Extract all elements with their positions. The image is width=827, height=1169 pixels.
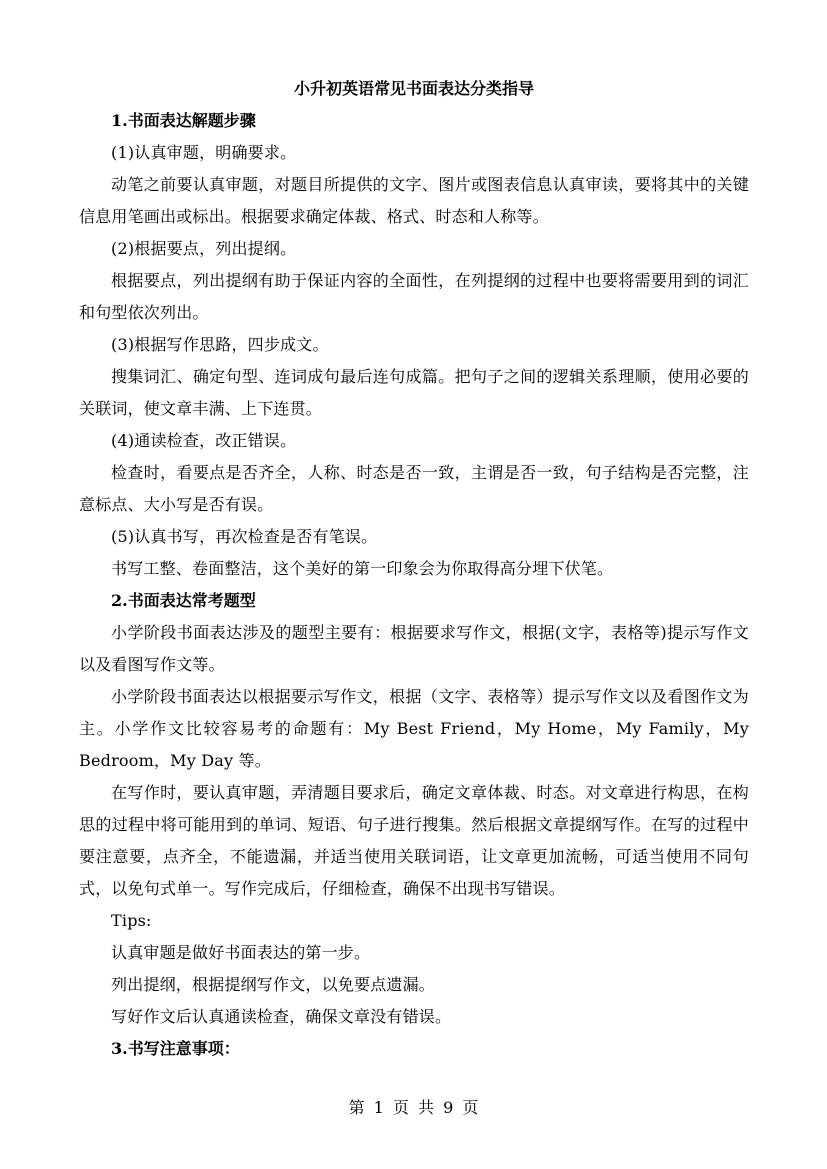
tip-item: 写好作文后认真通读检查，确保文章没有错误。 <box>111 1007 452 1026</box>
document-body <box>79 73 749 1065</box>
paragraph: (4)通读检查，改正错误。 <box>111 431 297 450</box>
paragraph: 动笔之前要认真审题，对题目所提供的文字、图片或图表信息认真审读，要将其中的关键信息用笔画出或标出。根据要求确定体裁、格式、时态和人称等。 <box>79 175 749 226</box>
paragraph: 书写工整、卷面整洁，这个美好的第一印象会为你取得高分埋下伏笔。 <box>111 559 614 578</box>
document-title: 小升初英语常见书面表达分类指导 <box>293 79 534 98</box>
paragraph: 根据要点，列出提纲有助于保证内容的全面性，在列提纲的过程中也要将需要用到的词汇和句型依次列出。 <box>79 271 749 322</box>
paragraph: (1)认真审题，明确要求。 <box>111 143 297 162</box>
tip-item: 认真审题是做好书面表达的第一步。 <box>111 943 371 962</box>
tip-item: 列出提纲，根据提纲写作文，以免要点遗漏。 <box>111 975 436 994</box>
paragraph: 在写作时，要认真审题，弄清题目要求后，确定文章体裁、时态。对文章进行构思，在构思的过程中将可能用到的单词、短语、句子进行搜集。然后根据文章提纲写作。在写的过程中要注意要，点齐全，不能遗漏，并适当使用关联词语，让文章更加流畅，可适当使用不同句式，以免句式单一。写作完成后，仔细检查，确保不出现书写错误。 <box>79 783 749 898</box>
paragraph: 小学阶段书面表达以根据要示写作文，根据（文字、表格等）提示写作文以及看图作文为主。小学作文比较容易考的命题有：My Best Friend，My Home，My Family，My Bedroom，My Day 等。 <box>79 687 749 770</box>
paragraph: 小学阶段书面表达涉及的题型主要有：根据要求写作文，根据(文字，表格等)提示写作文以及看图写作文等。 <box>79 623 749 674</box>
paragraph: (3)根据写作思路，四步成文。 <box>111 335 329 354</box>
tips-label: Tips: <box>111 911 152 930</box>
paragraph: (5)认真书写，再次检查是否有笔误。 <box>111 527 378 546</box>
section-heading: 3.书写注意事项： <box>111 1039 240 1058</box>
section-heading: 1.书面表达解题步骤 <box>111 111 256 130</box>
section-heading: 2.书面表达常考题型 <box>111 591 256 610</box>
paragraph: (2)根据要点，列出提纲。 <box>111 239 297 258</box>
page-footer: 第 1 页 共 9 页 <box>348 1098 479 1117</box>
paragraph: 检查时，看要点是否齐全，人称、时态是否一致，主谓是否一致，句子结构是否完整，注意标点、大小写是否有误。 <box>79 463 749 514</box>
paragraph: 搜集词汇、确定句型、连词成句最后连句成篇。把句子之间的逻辑关系理顺，使用必要的关联词，使文章丰满、上下连贯。 <box>79 367 749 418</box>
